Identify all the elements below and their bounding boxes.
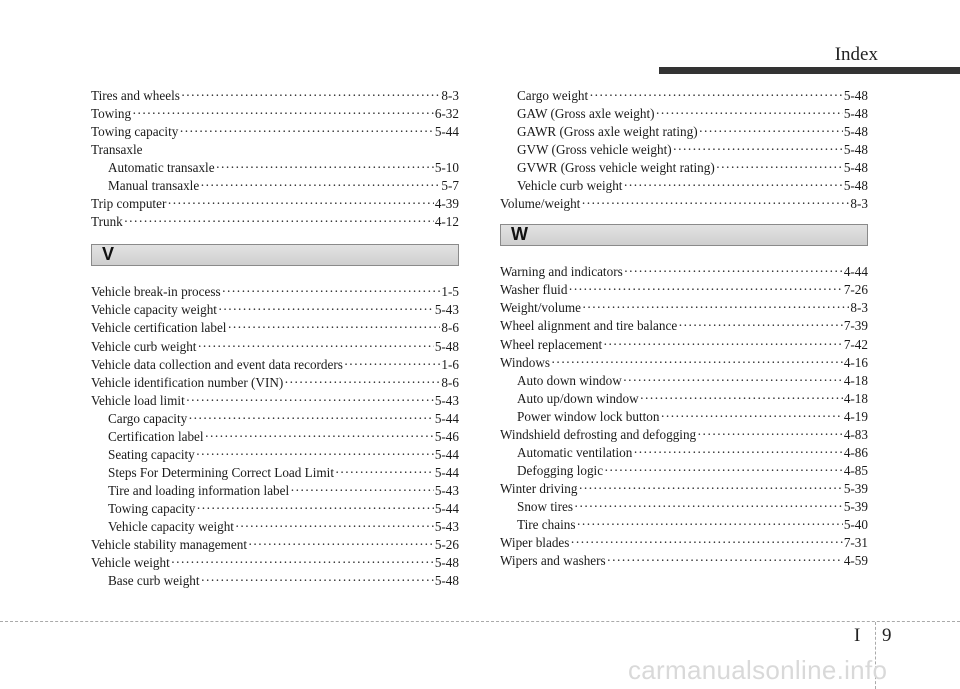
index-entry — [500, 534, 868, 552]
index-entry — [91, 338, 459, 356]
entry-page-ref: 4-19 — [843, 408, 868, 424]
index-column-right — [500, 87, 868, 570]
index-entry — [500, 263, 868, 281]
entry-page-ref: 5-48 — [434, 555, 459, 571]
dot-leader — [656, 105, 843, 122]
page-header-title: Index — [834, 44, 878, 65]
dot-leader — [716, 159, 843, 176]
entry-page-ref: 8-6 — [441, 320, 459, 336]
index-subentry — [500, 159, 868, 177]
entry-page-ref: 5-44 — [434, 500, 459, 516]
header-bar — [659, 67, 960, 74]
dot-leader — [570, 534, 842, 551]
entry-page-ref: 4-44 — [843, 264, 868, 280]
entry-page-ref: 5-7 — [441, 178, 459, 194]
dot-leader — [623, 372, 843, 389]
entry-label: GAWR (Gross axle weight rating) — [517, 124, 698, 140]
dot-leader — [589, 87, 843, 104]
entry-page-ref: 5-44 — [434, 124, 459, 140]
index-subentry — [500, 141, 868, 159]
entry-label: Windows — [500, 354, 551, 370]
entry-label: Vehicle break-in process — [91, 284, 221, 300]
index-subentry — [500, 177, 868, 195]
index-entry — [500, 195, 868, 213]
footer-section-label: I — [854, 625, 861, 646]
entry-label: Defogging logic — [517, 462, 604, 478]
index-subentry — [500, 372, 868, 390]
index-group-t — [91, 87, 459, 231]
index-subentry — [91, 177, 459, 195]
entry-page-ref: 4-86 — [843, 444, 868, 460]
entry-label: Towing capacity — [91, 124, 179, 140]
entry-label: Trunk — [91, 214, 123, 230]
entry-page-ref: 8-6 — [441, 374, 459, 390]
entry-label: Base curb weight — [108, 573, 200, 589]
entry-label: Auto down window — [517, 372, 622, 388]
entry-page-ref: 5-44 — [434, 464, 459, 480]
index-heading: Transaxle — [91, 142, 143, 158]
entry-page-ref: 4-16 — [843, 354, 868, 370]
dot-leader — [218, 301, 434, 318]
entry-page-ref: 7-42 — [843, 336, 868, 352]
dot-leader — [640, 390, 843, 407]
entry-label: Auto up/down window — [517, 390, 639, 406]
index-subentry — [91, 482, 459, 500]
entry-label: Vehicle certification label — [91, 320, 227, 336]
dot-leader — [344, 356, 441, 373]
dot-leader — [124, 213, 434, 230]
dot-leader — [188, 410, 434, 427]
dot-leader — [284, 374, 440, 391]
dot-leader — [581, 195, 849, 212]
index-group-w — [500, 263, 868, 570]
index-entry — [91, 356, 459, 374]
entry-label: Vehicle data collection and event data recorders — [91, 356, 343, 372]
index-subentry — [500, 498, 868, 516]
entry-label: Wheel replacement — [500, 336, 603, 352]
dot-leader — [171, 554, 434, 571]
dot-leader — [582, 299, 849, 316]
entry-label: Tire chains — [517, 516, 576, 532]
dot-leader — [186, 392, 434, 409]
entry-page-ref: 5-43 — [434, 392, 459, 408]
entry-page-ref: 5-10 — [434, 160, 459, 176]
dot-leader — [222, 283, 441, 300]
dot-leader — [678, 317, 843, 334]
dot-leader — [623, 177, 842, 194]
entry-label: Weight/volume — [500, 300, 581, 316]
index-group-v — [91, 283, 459, 590]
entry-page-ref: 5-48 — [434, 338, 459, 354]
index-entry — [91, 195, 459, 213]
dot-leader — [181, 87, 441, 104]
dot-leader — [574, 498, 843, 515]
entry-page-ref: 4-18 — [843, 390, 868, 406]
entry-label: Snow tires — [517, 498, 574, 514]
index-entry — [91, 536, 459, 554]
entry-label: Wiper blades — [500, 535, 570, 551]
entry-label: Vehicle stability management — [91, 537, 248, 553]
dot-leader — [201, 572, 434, 589]
index-entry — [91, 123, 459, 141]
entry-label: Cargo weight — [517, 88, 589, 103]
entry-page-ref: 1-5 — [441, 284, 459, 300]
dot-leader — [167, 195, 433, 212]
dot-leader — [248, 536, 434, 553]
entry-label: Manual transaxle — [108, 178, 200, 194]
index-entry — [500, 299, 868, 317]
footer-page-number: 9 — [882, 625, 892, 646]
section-header-v — [91, 244, 459, 266]
entry-page-ref: 4-18 — [843, 372, 868, 388]
entry-label: Trip computer — [91, 196, 167, 212]
entry-page-ref: 7-31 — [843, 535, 868, 551]
dot-leader — [577, 516, 843, 533]
section-letter-w: W — [511, 224, 528, 245]
entry-page-ref: 5-46 — [434, 428, 459, 444]
dot-leader — [633, 444, 842, 461]
dot-leader — [551, 354, 843, 371]
dot-leader — [200, 177, 440, 194]
dot-leader — [673, 141, 843, 158]
entry-page-ref: 5-43 — [434, 482, 459, 498]
index-subentry — [500, 87, 868, 105]
entry-page-ref: 4-83 — [843, 426, 868, 442]
index-entry — [500, 354, 868, 372]
dot-leader — [624, 263, 843, 280]
entry-label: Washer fluid — [500, 282, 568, 298]
dot-leader — [607, 552, 843, 569]
entry-label: Steps For Determining Correct Load Limit — [108, 464, 334, 480]
dot-leader — [196, 446, 434, 463]
entry-label: Tire and loading information label — [108, 482, 290, 498]
entry-label: Vehicle weight — [91, 555, 170, 571]
entry-page-ref: 8-3 — [441, 88, 459, 103]
dot-leader — [197, 338, 433, 355]
entry-page-ref: 8-3 — [850, 300, 868, 316]
entry-label: Vehicle curb weight — [91, 338, 197, 354]
entry-label: Vehicle capacity weight — [91, 302, 217, 318]
entry-page-ref: 5-48 — [843, 106, 868, 122]
dot-leader — [132, 105, 434, 122]
index-entry — [91, 213, 459, 231]
index-entry — [91, 554, 459, 572]
entry-page-ref: 7-39 — [843, 318, 868, 334]
index-subentry — [500, 444, 868, 462]
entry-label: Vehicle capacity weight — [108, 518, 234, 534]
entry-label: Automatic ventilation — [517, 444, 633, 460]
footer-divider — [0, 621, 960, 622]
entry-page-ref: 5-48 — [843, 160, 868, 176]
entry-page-ref: 5-48 — [843, 124, 868, 140]
index-subentry — [500, 105, 868, 123]
index-entry — [91, 87, 459, 105]
entry-page-ref: 6-32 — [434, 106, 459, 122]
entry-page-ref: 5-48 — [843, 88, 868, 103]
entry-page-ref: 7-26 — [843, 282, 868, 298]
index-subentry — [500, 123, 868, 141]
index-subentry — [500, 408, 868, 426]
entry-page-ref: 8-3 — [850, 196, 868, 212]
entry-page-ref: 5-39 — [843, 480, 868, 496]
dot-leader — [179, 123, 433, 140]
index-subentry — [91, 518, 459, 536]
index-entry — [91, 392, 459, 410]
entry-label: GAW (Gross axle weight) — [517, 106, 655, 122]
index-entry — [500, 552, 868, 570]
entry-label: Warning and indicators — [500, 264, 623, 280]
index-entry — [91, 374, 459, 392]
index-subentry — [500, 516, 868, 534]
index-entry — [500, 317, 868, 335]
dot-leader — [661, 408, 843, 425]
entry-label: GVWR (Gross vehicle weight rating) — [517, 160, 715, 176]
entry-label: Wheel alignment and tire balance — [500, 318, 678, 334]
index-subentry — [91, 410, 459, 428]
entry-page-ref: 5-39 — [843, 498, 868, 514]
dot-leader — [227, 319, 440, 336]
dot-leader — [235, 518, 434, 535]
index-entry — [500, 480, 868, 498]
dot-leader — [196, 500, 433, 517]
index-entry — [91, 319, 459, 337]
index-group-v-cont — [500, 87, 868, 213]
dot-leader — [697, 426, 843, 443]
entry-label: Certification label — [108, 428, 204, 444]
index-entry — [500, 336, 868, 354]
dot-leader — [205, 428, 434, 445]
entry-label: Vehicle curb weight — [517, 178, 623, 194]
entry-label: Vehicle identification number (VIN) — [91, 374, 284, 390]
entry-label: Towing capacity — [108, 500, 196, 516]
index-subentry — [91, 446, 459, 464]
entry-label: Vehicle load limit — [91, 392, 185, 408]
index-subentry — [91, 464, 459, 482]
entry-page-ref: 4-85 — [843, 462, 868, 478]
dot-leader — [604, 462, 843, 479]
dot-leader — [568, 281, 842, 298]
entry-page-ref: 1-6 — [441, 356, 459, 372]
entry-label: Wipers and washers — [500, 553, 606, 569]
index-subentry — [91, 500, 459, 518]
dot-leader — [216, 159, 434, 176]
entry-label: Windshield defrosting and defogging — [500, 426, 697, 442]
index-entry — [500, 426, 868, 444]
entry-page-ref: 5-48 — [843, 142, 868, 158]
section-letter-v: V — [102, 244, 115, 265]
entry-label: Towing — [91, 106, 132, 122]
entry-label: Automatic transaxle — [108, 160, 215, 176]
entry-label: Winter driving — [500, 480, 578, 496]
entry-page-ref: 5-48 — [843, 178, 868, 194]
index-entry — [91, 105, 459, 123]
entry-page-ref: 5-48 — [434, 573, 459, 589]
entry-page-ref: 5-44 — [434, 446, 459, 462]
entry-page-ref: 5-44 — [434, 410, 459, 426]
entry-page-ref: 5-43 — [434, 302, 459, 318]
entry-page-ref: 4-59 — [843, 553, 868, 569]
index-subentry — [500, 390, 868, 408]
dot-leader — [578, 480, 842, 497]
entry-label: Cargo capacity — [108, 410, 188, 426]
dot-leader — [290, 482, 434, 499]
dot-leader — [335, 464, 434, 481]
entry-label: GVW (Gross vehicle weight) — [517, 142, 672, 158]
index-entry — [91, 301, 459, 319]
index-subentry — [91, 428, 459, 446]
watermark: carmanualsonline.info — [628, 655, 888, 685]
index-subentry — [500, 462, 868, 480]
dot-leader — [699, 123, 843, 140]
entry-page-ref: 4-12 — [434, 214, 459, 230]
entry-label: Tires and wheels — [91, 88, 180, 103]
section-header-w — [500, 224, 868, 246]
entry-label: Seating capacity — [108, 446, 195, 462]
entry-page-ref: 5-43 — [434, 518, 459, 534]
dot-leader — [603, 336, 843, 353]
entry-page-ref: 5-26 — [434, 537, 459, 553]
index-subentry — [91, 159, 459, 177]
entry-page-ref: 5-40 — [843, 516, 868, 532]
index-entry — [91, 283, 459, 301]
entry-page-ref: 4-39 — [434, 196, 459, 212]
index-subentry — [91, 572, 459, 590]
index-entry — [500, 281, 868, 299]
entry-label: Power window lock button — [517, 408, 660, 424]
index-column-left — [91, 87, 459, 590]
entry-label: Volume/weight — [500, 196, 581, 212]
